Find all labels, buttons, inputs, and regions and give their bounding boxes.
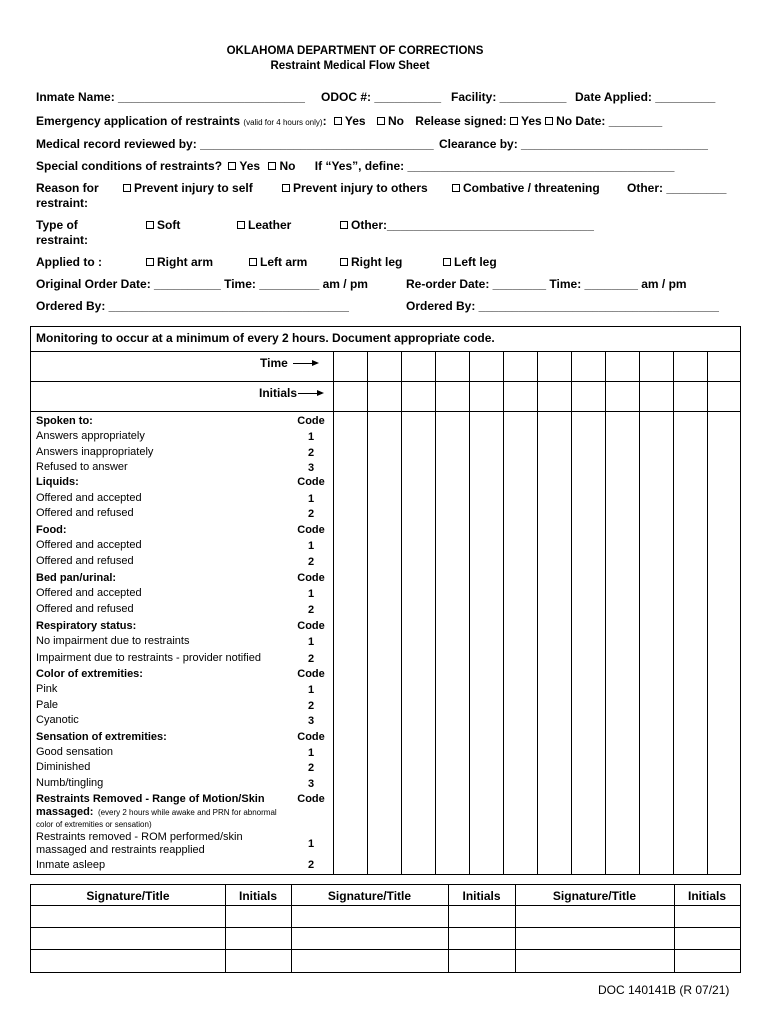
grid-column-line [435,351,436,874]
rom-option-1: Restraints removed - ROM performed/skin massaged and restraints reapplied [36,831,243,856]
right-leg-option[interactable] [340,255,402,269]
right-arm-option[interactable] [146,255,213,269]
right-arm-label: Right arm [157,255,214,269]
emergency-yes-label: Yes [344,114,366,128]
grid-column-line [503,351,504,874]
code-value: 2 [307,604,315,616]
category-heading: Food: [36,524,67,536]
grid-column-line [367,351,368,874]
code-value: 2 [307,762,315,774]
code-option-label: No impairment due to restraints [36,635,190,647]
code-option-label: Offered and accepted [36,492,142,504]
grid-column-line [571,351,572,874]
reason-self-option[interactable] [123,181,253,195]
emergency-yes-checkbox[interactable] [334,117,342,125]
code-header: Code [297,415,325,427]
emergency-colon: : [322,114,327,128]
grid-column-line [469,351,470,874]
code-option-label: Diminished [36,761,91,773]
code-value: 1 [307,493,315,505]
category-heading: Respiratory status: [36,620,137,632]
table-divider [31,351,740,352]
special-yes-label: Yes [239,159,261,173]
table-divider [31,381,740,382]
type-other-option[interactable] [340,218,594,232]
reorder-field[interactable]: Re-order Date: ________ Time: ________ am / pm [406,277,687,291]
table-divider [31,949,740,950]
agency-title: OKLAHOMA DEPARTMENT OF CORRECTIONS [226,45,484,57]
code-option-label: Offered and refused [36,507,134,519]
code-value: 2 [307,700,315,712]
table-divider [31,411,740,412]
reason-other-field[interactable]: Other: _________ [627,181,727,195]
reason-label-line-1: Reason for [36,181,99,195]
medical-record-reviewed-field[interactable]: Medical record reviewed by: ___________________________________ [36,137,434,151]
type-soft-checkbox[interactable] [146,221,154,229]
ordered-by-original-field[interactable]: Ordered By: ____________________________________ [36,299,349,313]
form-title: Restraint Medical Flow Sheet [270,60,430,72]
reason-label-line-2: restraint: [36,196,89,210]
initials-header-2: Initials [462,889,501,903]
special-yes-checkbox[interactable] [228,162,236,170]
code-option-label: Pink [36,683,58,695]
rom-note: (every 2 hours while awake and PRN for abnormal color of extremities or sensation) [36,808,277,829]
emergency-application-row [36,114,662,128]
code-option-label: Refused to answer [36,461,128,473]
grid-column-line [605,351,606,874]
date-applied-field[interactable]: Date Applied: _________ [575,90,716,104]
monitoring-instruction: Monitoring to occur at a minimum of every 2 hours. Document appropriate code. [36,331,495,345]
table-divider [31,927,740,928]
initials-row-label [259,386,322,400]
reason-others-label: Prevent injury to others [293,181,428,195]
rom-code-header: Code [297,793,325,805]
emergency-no-label: No [387,114,404,128]
time-label: Time [260,356,288,370]
type-label-line-1: Type of [36,218,78,232]
special-no-checkbox[interactable] [268,162,276,170]
facility-field[interactable]: Facility: __________ [451,90,567,104]
left-arm-option[interactable] [249,255,307,269]
type-leather-option[interactable] [237,218,291,232]
code-value: 1 [307,747,315,759]
grid-column-line [333,351,334,874]
code-header: Code [297,524,325,536]
code-option-label: Pale [36,699,59,711]
left-leg-label: Left leg [454,255,497,269]
grid-column-line [707,351,708,874]
code-value: 3 [307,778,315,790]
left-arm-checkbox[interactable] [249,258,257,266]
special-conditions-label: Special conditions of restraints? [36,159,223,173]
reason-combative-checkbox[interactable] [452,184,460,192]
type-soft-option[interactable] [146,218,180,232]
category-heading: Color of extremities: [36,668,143,680]
release-no-date-field[interactable]: No Date: ________ [556,114,663,128]
monitoring-table [30,326,741,875]
left-arm-label: Left arm [260,255,308,269]
right-arrow-icon [293,363,317,364]
emergency-note: (valid for 4 hours only) [243,118,323,127]
grid-column-line [401,351,402,874]
right-arrow-icon [298,393,322,394]
right-leg-checkbox[interactable] [340,258,348,266]
right-leg-label: Right leg [351,255,403,269]
clearance-field[interactable]: Clearance by: ____________________________ [439,137,708,151]
code-header: Code [297,668,325,680]
rom-title: Restraints Removed - Range of Motion/Skin [36,793,265,805]
type-leather-checkbox[interactable] [237,221,245,229]
original-order-field[interactable]: Original Order Date: __________ Time: _________ am / pm [36,277,368,291]
code-value: 1 [307,431,315,443]
right-arm-checkbox[interactable] [146,258,154,266]
code-option-label: Cyanotic [36,714,79,726]
code-value: 3 [307,715,315,727]
code-value: 1 [307,684,315,696]
code-value: 1 [307,540,315,552]
grid-column-line [639,351,640,874]
code-option-label: Impairment due to restraints - provider notified [36,652,261,664]
code-value: 2 [307,653,315,665]
emergency-no-checkbox[interactable] [377,117,385,125]
reason-self-label: Prevent injury to self [134,181,253,195]
category-heading: Liquids: [36,476,79,488]
applied-to-label: Applied to : [36,255,102,269]
special-conditions-row [36,159,674,173]
code-header: Code [297,572,325,584]
special-no-label: No [279,159,296,173]
reason-self-checkbox[interactable] [123,184,131,192]
time-row-label [260,356,317,370]
category-heading: Bed pan/urinal: [36,572,117,584]
code-header: Code [297,620,325,632]
code-option-label: Answers appropriately [36,430,145,442]
code-header: Code [297,731,325,743]
category-heading: Spoken to: [36,415,93,427]
release-no-checkbox[interactable] [545,117,553,125]
ordered-by-reorder-field[interactable]: Ordered By: ____________________________________ [406,299,719,313]
code-value: 2 [307,556,315,568]
code-option-label: Offered and accepted [36,539,142,551]
code-value: 1 [307,636,315,648]
rom-option-2: Inmate asleep [36,859,106,871]
grid-column-line [673,351,674,874]
code-value: 2 [307,508,315,520]
initials-header-1: Initials [238,889,277,903]
signature-header-2: Signature/Title [327,889,412,903]
code-option-label: Offered and refused [36,603,134,615]
signature-header-1: Signature/Title [86,889,170,903]
grid-column-line [537,351,538,874]
left-leg-option[interactable] [443,255,497,269]
code-option-label: Answers inappropriately [36,446,154,458]
if-yes-define-field[interactable]: If “Yes”, define: ________________________________________ [314,159,675,173]
reason-others-checkbox[interactable] [282,184,290,192]
rom-code-2: 2 [307,859,315,871]
type-label-line-2: restraint: [36,233,89,247]
rom-note-block [36,806,291,830]
reason-combative-option[interactable] [452,181,600,195]
initials-label: Initials [259,386,298,400]
emergency-label: Emergency application of restraints [36,114,241,128]
code-value: 3 [307,462,315,474]
type-other-checkbox[interactable] [340,221,348,229]
left-leg-checkbox[interactable] [443,258,451,266]
code-value: 2 [307,447,315,459]
reason-combative-label: Combative / threatening [463,181,600,195]
odoc-number-field[interactable]: ODOC #: __________ [321,90,442,104]
rom-code-1: 1 [307,838,315,850]
code-option-label: Good sensation [36,746,114,758]
signature-header-3: Signature/Title [552,889,637,903]
initials-header-3: Initials [687,889,726,903]
code-option-label: Offered and accepted [36,587,142,599]
rom-massaged-label: massaged: [36,806,94,818]
type-soft-label: Soft [157,218,181,232]
document-number: DOC 140141B (R 07/21) [598,983,730,997]
signature-table [30,884,741,973]
reason-others-option[interactable] [282,181,428,195]
inmate-name-field[interactable]: Inmate Name: ____________________________ [36,90,305,104]
table-divider [31,905,740,906]
category-heading: Sensation of extremities: [36,731,167,743]
release-yes-label: Yes [521,114,542,128]
release-yes-checkbox[interactable] [510,117,518,125]
type-other-field[interactable]: Other:_______________________________ [351,218,594,232]
type-leather-label: Leather [248,218,292,232]
code-value: 1 [307,588,315,600]
code-header: Code [297,476,325,488]
code-option-label: Numb/tingling [36,777,104,789]
code-option-label: Offered and refused [36,555,134,567]
release-signed-label: Release signed: [415,114,507,128]
